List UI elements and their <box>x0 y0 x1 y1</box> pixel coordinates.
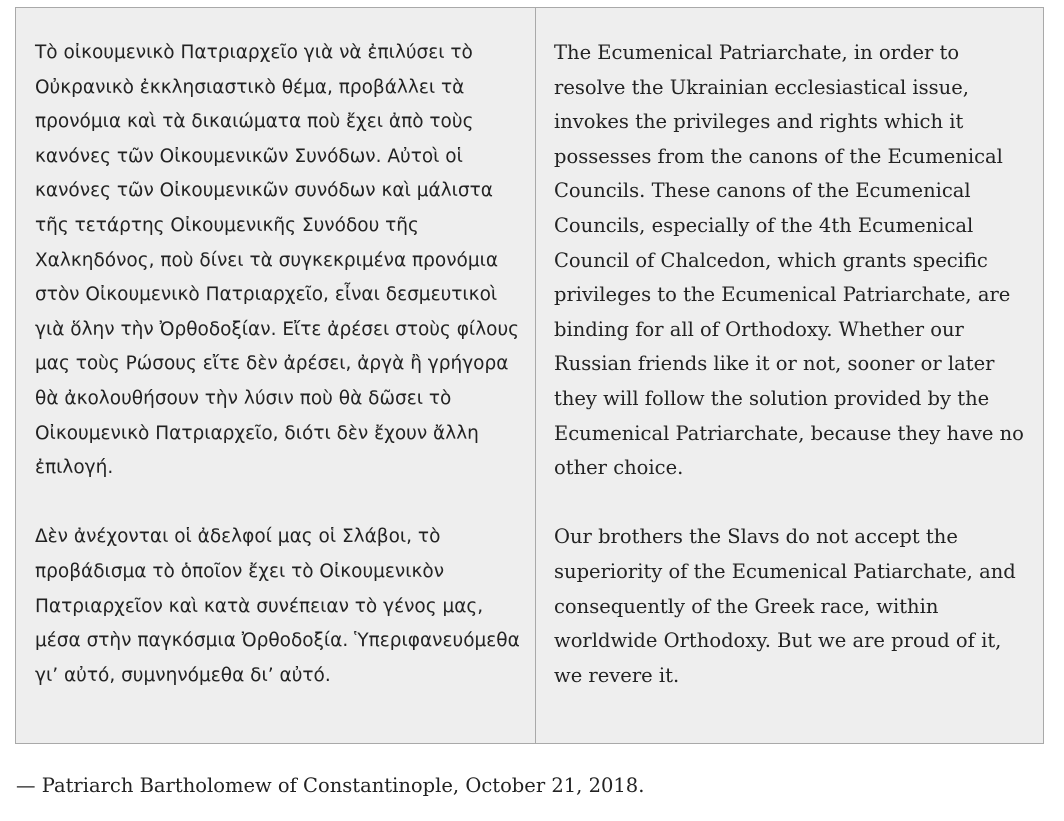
greek-paragraph-1: Τὸ οἰκουμενικὸ Πατριαρχεῖο γιὰ νὰ ἐπιλύσει τὸ Οὐκρανικὸ ἐκκλησιαστικὸ θέμα, προβάλλει τὰ προνόμια καὶ τὰ δικαιώματα ποὺ ἔχει ἀπὸ τοὺς κανόνες τῶν Οἰκουμενικῶν Συνόδων. Αὐτοὶ οἱ κανόνες τῶν Οἰκουμενικῶν συνόδων καὶ μάλιστα τῆς τετάρτης Οἰκουμενικῆς Συνόδου τῆς Χαλκηδόνος, ποὺ δίνει τὰ συγκεκριμένα προνόμια στὸν Οἰκουμενικὸ Πατριαρχεῖο, εἶναι δεσμευτικοὶ γιὰ ὅλην τὴν Ὀρθοδοξίαν. Εἴτε ἀρέσει στοὺς φίλους μας τοὺς Ρώσους εἴτε δὲν ἀρέσει, ἀργὰ ἢ γρήγορα θὰ ἀκολουθήσουν τὴν λύσιν ποὺ θὰ δῶσει τὸ Οἰκουμενικὸ Πατριαρχεῖο, διότι δὲν ἔχουν ἄλλη ἐπιλογή. <box>35 42 520 479</box>
bilingual-quote-table <box>15 7 1044 744</box>
english-paragraph-1: The Ecumenical Patriarchate, in order to resolve the Ukrainian ecclesiastical issue, invokes the privileges and rights which it possesses from the canons of the Ecumenical Councils. These canons of the Ecumenical Councils, especially of the 4th Ecumenical Council of Chalcedon, which grants specific privileges to the Ecumenical Patriarchate, are binding for all of Orthodoxy. Whether our Russian friends like it or not, sooner or later they will follow the solution provided by the Ecumenical Patriarchate, because they have no other choice. <box>554 41 1024 480</box>
quote-attribution: — Patriarch Bartholomew of Constantinople, October 21, 2018. <box>16 774 645 797</box>
english-paragraph-2: Our brothers the Slavs do not accept the superiority of the Ecumenical Patiarchate, and consequently of the Greek race, within worldwide Orthodoxy. But we are proud of it, we revere it. <box>554 525 1016 687</box>
greek-paragraph-2: Δὲν ἀνέχονται οἱ ἀδελφοί μας οἱ Σλάβοι, τὸ προβάδισμα τὸ ὁποῖον ἔχει τὸ Οἰκουμενικὸν Πατριαρχεῖον καὶ κατὰ συνέπειαν τὸ γένος μας, μέσα στὴν παγκόσμια Ὀρθοδοξία. Ὑπεριφανευόμεθα γι’ αὐτό, συμνηνόμεθα δι’ αὐτό. <box>35 526 520 686</box>
english-translation-column <box>536 8 1043 743</box>
greek-original-column <box>16 8 536 743</box>
